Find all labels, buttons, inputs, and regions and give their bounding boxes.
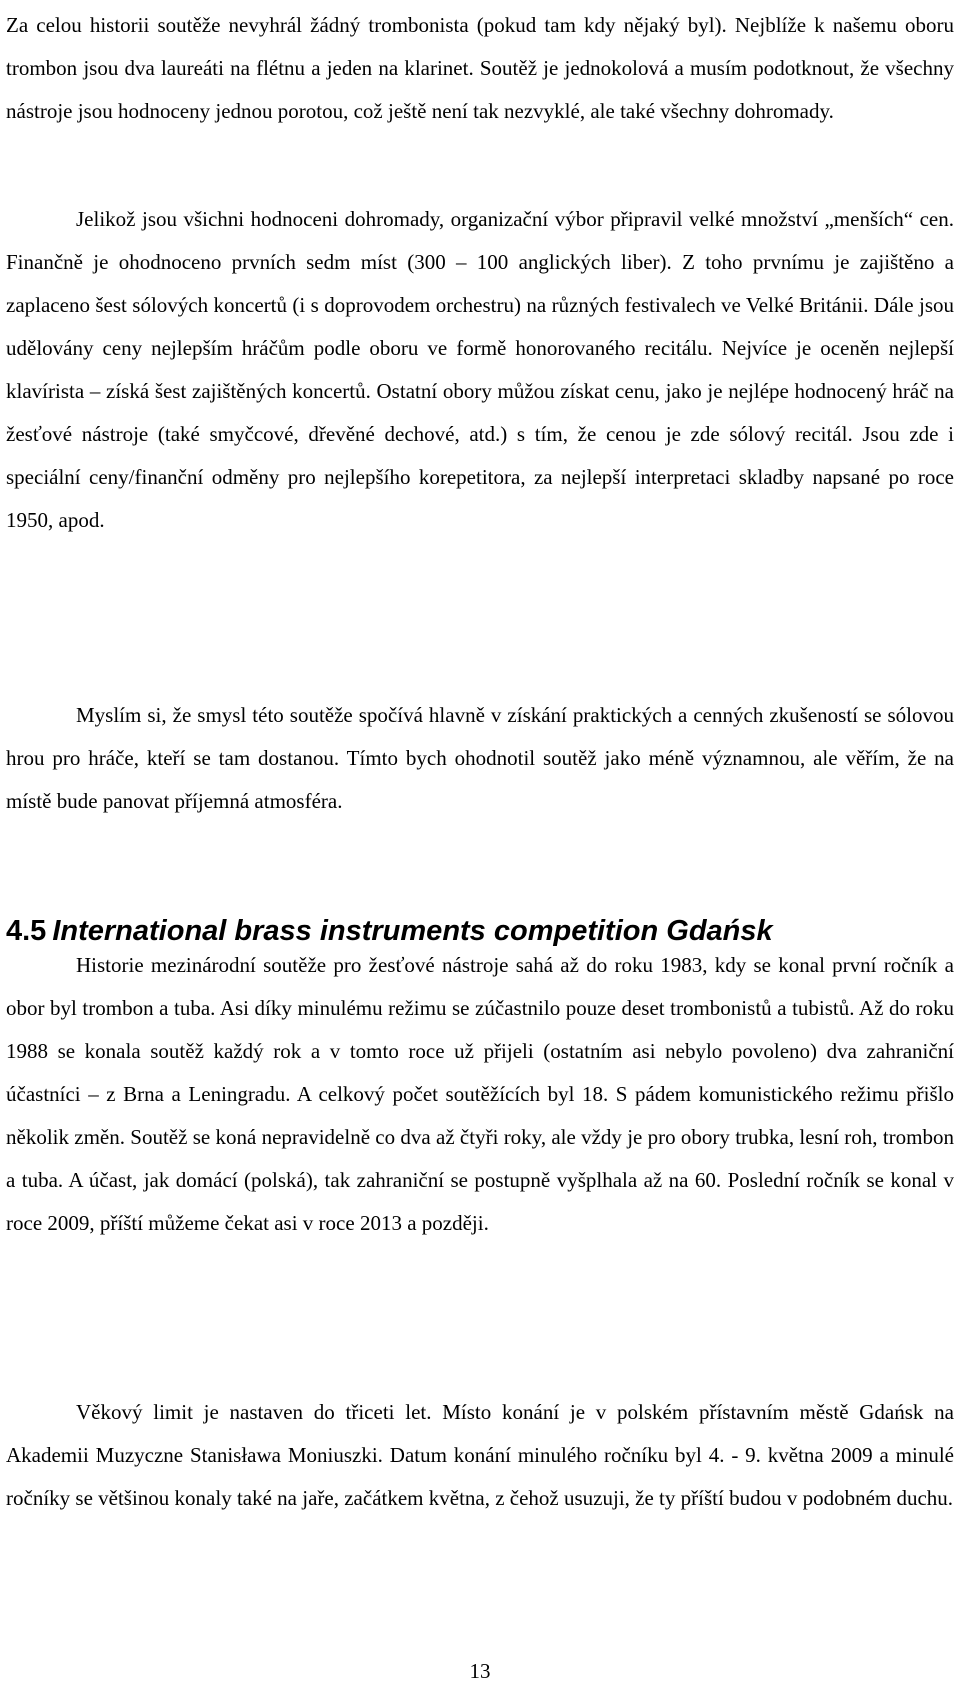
section-number: 4.5 xyxy=(6,915,47,947)
paragraph-opinion: Myslím si, že smysl této soutěže spočívá hlavně v získání praktických a cenných zkušeností se sólovou hrou pro hráče, kteří se tam dostanou. Tímto bych ohodnotil soutěž jako méně významnou, ale věřím, že na místě bude panovat příjemná atmosféra. xyxy=(6,703,954,813)
document-page xyxy=(6,0,954,1701)
paragraph-gdansk-details: Věkový limit je nastaven do třiceti let. Místo konání je v polském přístavním městě Gdańsk na Akademii Muzyczne Stanisława Moniuszki. Datum konání minulého ročníku byl 4. - 9. května 2009 a minulé ročníky se většinou konaly také na jaře, začátkem května, z čehož usuzuji, že ty příští budou v podobném duchu. xyxy=(6,1400,954,1510)
paragraph-prizes: Jelikož jsou všichni hodnoceni dohromady, organizační výbor připravil velké množství „menších“ cen. Finančně je ohodnoceno prvních sedm míst (300 – 100 anglických liber). Z toho prvnímu je zajištěno a zaplaceno šest sólových koncertů (i s doprovodem orchestru) na různých festivalech ve Velké Británii. Dále jsou udělovány ceny nejlepším hráčům podle oboru ve formě honorovaného recitálu. Nejvíce je oceněn nejlepší klavírista – získá šest zajištěných koncertů. Ostatní obory můžou získat cenu, jako je nejlépe hodnocený hráč na žesťové nástroje (také smyčcové, dřevěné dechové, atd.) s tím, že cenou je zde sólový recitál. Jsou zde i speciální ceny/finanční odměny pro nejlepšího korepetitora, za nejlepší interpretaci skladby napsané po roce 1950, apod. xyxy=(6,207,954,532)
section-title: International brass instruments competition Gdańsk xyxy=(52,915,773,947)
paragraph-competition-history: Za celou historii soutěže nevyhrál žádný trombonista (pokud tam kdy nějaký byl). Nejblíže k našemu oboru trombon jsou dva laureáti na flétnu a jeden na klarinet. Soutěž je jednokolová a musím podotknout, že všechny nástroje jsou hodnoceny jednou porotou, což ještě není tak nezvyklé, ale také všechny dohromady. xyxy=(6,13,954,123)
page-number: 13 xyxy=(469,1659,491,1683)
paragraph-gdansk-history: Historie mezinárodní soutěže pro žesťové nástroje sahá až do roku 1983, kdy se konal první ročník a obor byl trombon a tuba. Asi díky minulému režimu se zúčastnilo pouze deset trombonistů a tubistů. Až do roku 1988 se konala soutěž každý rok a v tomto roce už přijeli (ostatním asi nebylo povoleno) dva zahraniční účastníci – z Brna a Leningradu. A celkový počet soutěžících byl 18. S pádem komunistického režimu přišlo několik změn. Soutěž se koná nepravidelně co dva až čtyři roky, ale vždy je pro obory trubka, lesní roh, trombon a tuba. A účast, jak domácí (polská), tak zahraniční se postupně vyšplhala až na 60. Poslední ročník se konal v roce 2009, příští můžeme čekat asi v roce 2013 a později. xyxy=(6,953,954,1235)
